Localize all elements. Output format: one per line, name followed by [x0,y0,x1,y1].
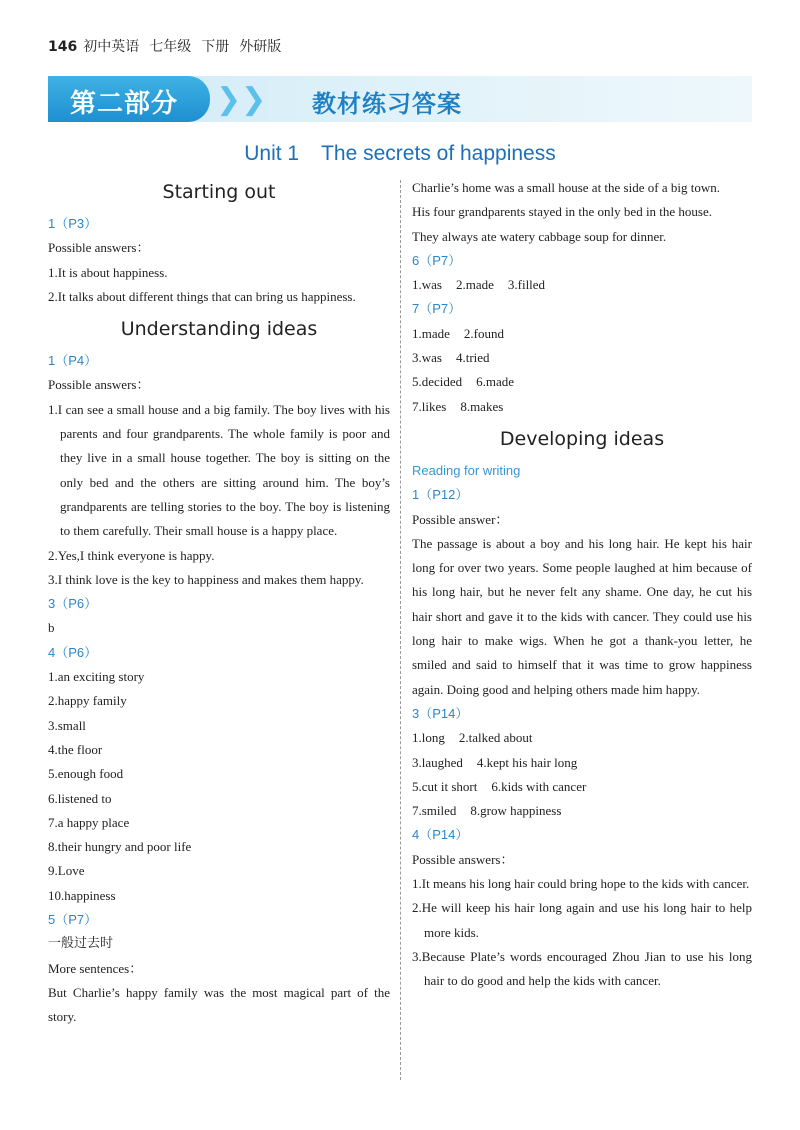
question-tag: 4（P6） [48,644,98,660]
section-banner [48,76,752,122]
list-item: 8.their hungry and poor life [48,839,192,855]
answer-row [412,395,752,419]
question-tag: 1（P12） [412,487,469,503]
question-tag: 6（P7） [412,252,462,268]
answer-row [412,346,752,370]
list-item: 9.Love [48,863,85,879]
answer-cell: 4.kept his hair long [476,754,578,770]
banner-title: 教材练习答案 [312,90,462,118]
list-item: 5.enough food [48,766,124,782]
answer-row [412,726,752,750]
possible-answers-label: Possible answers： [48,377,150,393]
answer-paragraph: 1.I can see a small house and a big family. The boy lives with his parents and four grandparents. The whole family is poor and they live in a small house together. The boy is sitting on the only bed and the others are sitting around him. The boy’s grandparents are telling stories to the boy. The boy is listening to them carefully. Their small house is a happy place. [48,401,390,539]
answer-cell: 3.was [412,350,442,366]
question-tag: 3（P14） [412,705,469,721]
answer-sentence: Charlie’s home was a small house at the side of a big town. [412,180,720,195]
section-title-developing-ideas: Developing ideas [499,427,665,450]
answer-row [412,799,752,823]
list-item: 10.happiness [48,887,116,903]
possible-answers-label: Possible answers： [412,851,514,867]
question-tag: 5（P7） [48,912,98,928]
banner-part-label: 第二部分 [70,89,179,119]
answer-line: 3.Because Plate’s words encouraged Zhou Jian to use his long hair to do good and help the kids with cancer. [412,948,752,989]
answer-line: 2.He will keep his hair long again and use his long hair to help more kids. [412,900,752,940]
section-title-understanding-ideas: Understanding ideas [120,318,318,341]
page-header [48,36,291,56]
answer-cell: 3.filled [507,277,546,293]
list-item: 4.the floor [48,741,103,757]
answer-cell: 6.made [476,374,515,390]
answer-cell: 5.cut it short [412,778,478,794]
left-column [48,176,390,1030]
answer-cell: 2.made [455,277,494,293]
header-edition: 外研版 [239,39,282,55]
section-title-starting-out: Starting out [162,181,276,203]
banner-part-tab [48,76,210,122]
answer-line: 2.It talks about different things that can bring us happiness. [48,288,356,304]
answer-row [412,370,752,394]
question-tag: 3（P6） [48,596,98,612]
answer-cell: 1.was [412,277,442,293]
double-chevron-icon: ❯❯ [216,82,267,117]
answer-row [412,751,752,775]
answer-cell: 3.laughed [412,754,463,770]
answer-line: 3.I think love is the key to happiness and makes them happy. [48,571,364,587]
list-item: 1.an exciting story [48,669,145,685]
answer-row [412,775,752,799]
answer-cell: 7.smiled [412,803,457,819]
answer-cell: 2.found [463,325,504,341]
answer-row [412,273,752,297]
answer-cell: 7.likes [412,398,447,414]
tense-label: 一般过去时 [48,936,114,952]
list-item: 3.small [48,717,86,733]
answer-paragraph: The passage is about a boy and his long hair. He kept his hair long for over two years. Some people laughed at him because of his long hair, but he never felt any shame. One day, he cut his hair short and gave it to the kids with cancer. They could use his long hair to make wigs. When he got a thank-you letter, he smiled and said to himself that it was time to grow happiness again. Doing good and helping others made him happy. [412,535,752,697]
more-sentences-label: More sentences： [48,960,143,976]
answer-line: 1.It means his long hair could bring hope to the kids with cancer. [412,876,750,892]
unit-title [0,142,800,166]
list-item: 6.listened to [48,790,112,806]
possible-answer-label: Possible answer： [412,511,509,527]
question-tag: 1（P4） [48,353,98,369]
header-subject: 初中英语 [83,39,140,55]
answer-cell: 5.decided [412,374,463,390]
unit-name: The secrets of happiness [321,142,556,165]
answer-cell: 8.makes [460,398,504,414]
column-divider [400,180,401,1080]
answer-sentence: They always ate watery cabbage soup for dinner. [412,228,667,244]
question-tag: 1（P3） [48,216,98,231]
right-column [412,176,752,994]
answer-cell: 1.made [412,325,450,341]
answer-row [412,322,752,346]
answer-sentence: But Charlie’s happy family was the most magical part of the story. [48,984,390,1025]
subsection-label: Reading for writing [412,462,521,478]
list-item: 7.a happy place [48,814,130,830]
answer-line: b [48,620,55,636]
answer-line: 1.It is about happiness. [48,264,168,280]
answer-cell: 2.talked about [458,730,533,746]
answer-cell: 4.tried [455,350,490,366]
list-item: 2.happy family [48,693,127,709]
page-number: 146 [48,39,78,55]
answer-sentence: His four grandparents stayed in the only bed in the house. [412,204,713,220]
answer-cell: 6.kids with cancer [491,778,587,794]
header-grade: 七年级 [149,39,192,55]
answer-line: 2.Yes,I think everyone is happy. [48,547,215,563]
answer-cell: 8.grow happiness [470,803,562,819]
unit-number: Unit 1 [244,142,300,165]
header-volume: 下册 [201,39,230,55]
possible-answers-label: Possible answers： [48,240,150,256]
question-tag: 4（P14） [412,827,469,843]
answer-cell: 1.long [412,730,445,746]
question-tag: 7（P7） [412,301,462,317]
